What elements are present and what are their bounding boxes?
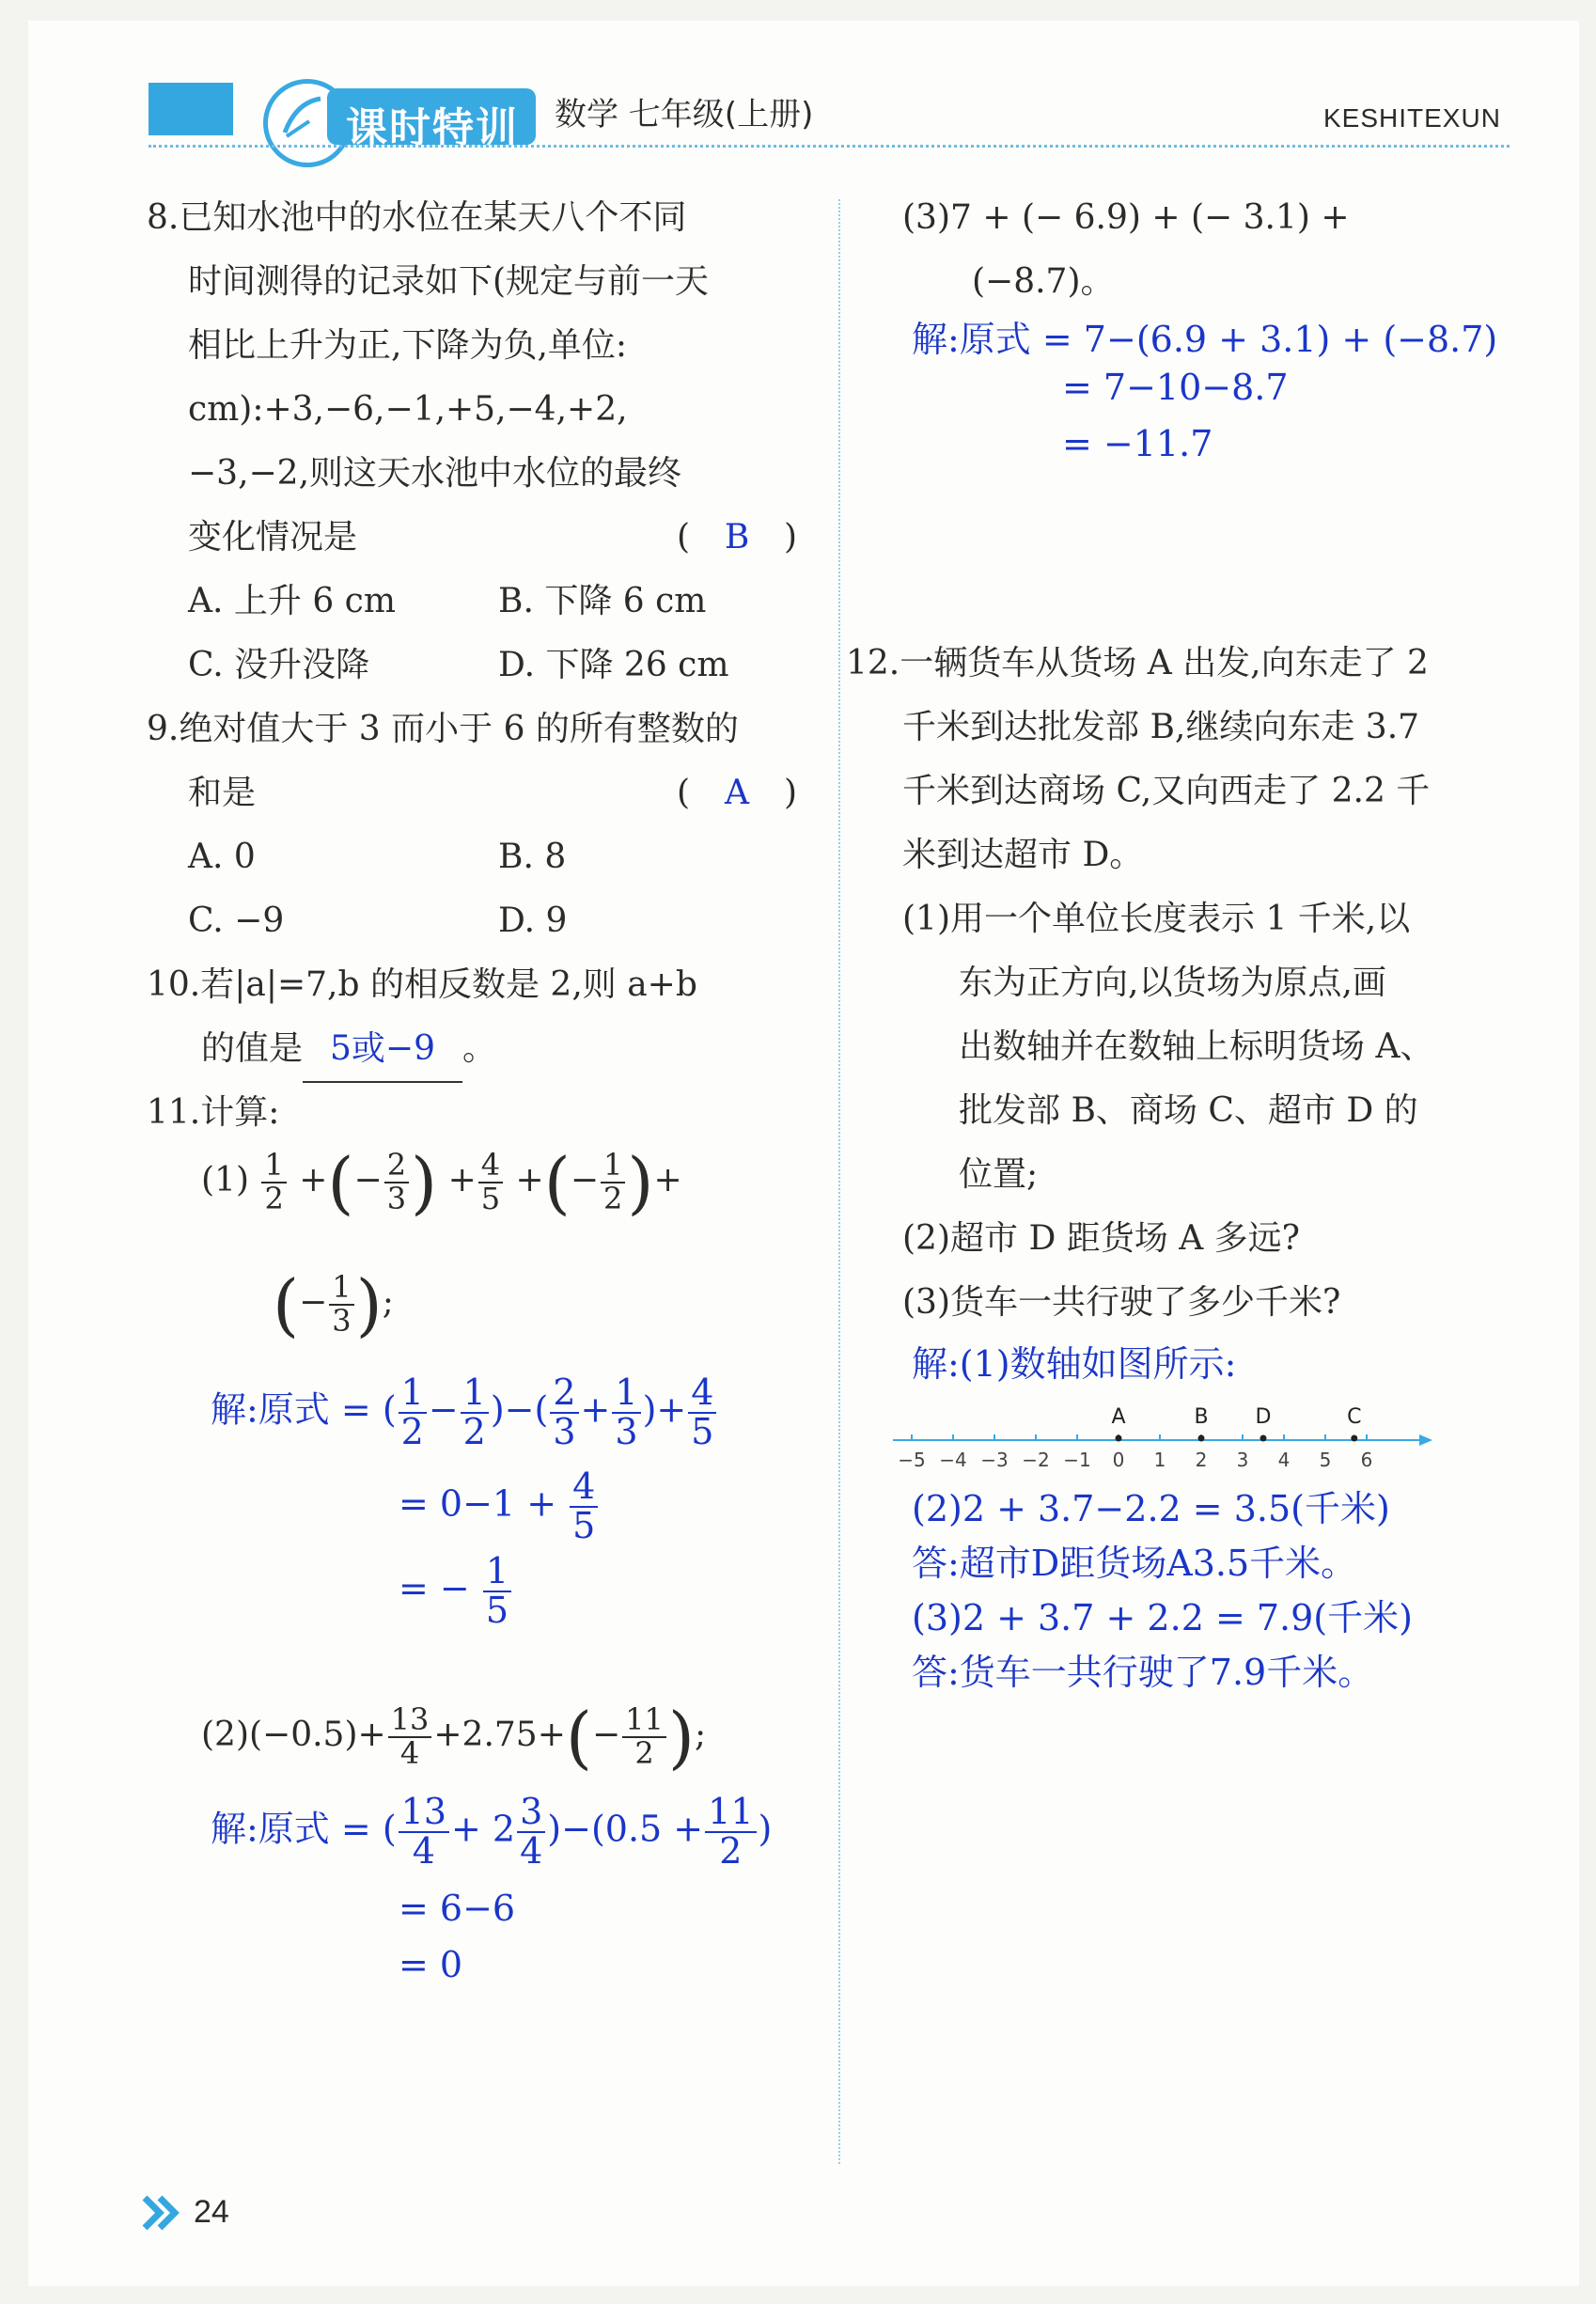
axis-tick-label: −2 [1022,1449,1050,1471]
subject-title: 数学 七年级(上册) [555,96,814,133]
page-number: 24 [194,2194,229,2230]
q12-solution-3: 答:超市D距货场A3.5千米。 [912,1543,1357,1584]
q12-sub2: (2)超市 D 距货场 A 多远? [902,1219,1300,1258]
axis-point-label: A [1111,1405,1126,1429]
q9-option-a: A. 0 [188,838,256,876]
q11-p3-solution-2: = 7−10−8.7 [1062,367,1289,408]
q10-prefix: 的值是 [201,1029,304,1068]
axis-tick-label: 5 [1319,1449,1332,1471]
axis-arrow-icon [1419,1434,1432,1446]
axis-tick-label: 4 [1277,1449,1291,1471]
series-title: 课时特训 [346,104,519,152]
q8-answer-paren: ( B ) [677,506,797,570]
q11-p1-solution-3: = − $\frac{1}{5}$ [399,1553,513,1630]
q10-suffix: 。 [462,1029,497,1068]
fraction: $\frac{1}{2}$ [399,1374,427,1451]
q11-p1-solution-2: = 0−1 + $\frac{4}{5}$ [399,1468,600,1545]
q12-line-4: 米到达超市 D。 [902,836,1144,874]
q9-answer-paren: ( A ) [677,761,797,825]
axis-point-B [1198,1435,1205,1442]
axis-point-D [1260,1435,1267,1442]
q11-p1-expression: (1) $\frac{1}{2}$ +(− $\frac{2}{3}$ ) + $\frac{4}{5}$ +(− $\frac{1}{2}$ )+ [201,1143,682,1222]
axis-point-A [1116,1435,1122,1442]
axis-tick-label: 6 [1360,1449,1373,1471]
q11-p1-expression-cont: (− $\frac{1}{3}$ ); [273,1265,394,1344]
q9-option-d: D. 9 [498,901,568,940]
fraction: $\frac{1}{2}$ [261,1150,286,1215]
fraction: $\frac{13}{4}$ [399,1794,449,1871]
fraction: $\frac{11}{2}$ [705,1794,756,1871]
axis-tick-label: −3 [980,1449,1009,1471]
q11-p3-solution-3: = −11.7 [1062,423,1213,464]
q8-line-3: 相比上升为正,下降为负,单位: [188,326,628,365]
q11-p2-solution-3: = 0 [399,1944,463,1985]
q12-sub3: (3)货车一共行驶了多少千米? [902,1283,1341,1322]
q11-p1-solution-1: 解:原式 = ( $\frac{1}{2}$ − $\frac{1}{2}$ )−( $\frac{2}{3}$ + $\frac{1}{3}$ )+ $\frac{4}{5}$ [211,1374,718,1451]
q11-p2-solution-2: = 6−6 [399,1888,516,1929]
q12-sub1-line-1: (1)用一个单位长度表示 1 千米,以 [902,900,1411,938]
q8-line-1: 8.已知水池中的水位在某天八个不同 [147,198,687,237]
q12-line-2: 千米到达批发部 B,继续向东走 3.7 [902,708,1420,746]
q12-solution-4: (3)2 + 3.7 + 2.2 = 7.9(千米) [912,1597,1413,1638]
q8-line-4: cm):+3,−6,−1,+5,−4,+2, [188,390,628,429]
q8-answer: B [724,518,750,556]
axis-tick-label: −5 [898,1449,926,1471]
axis-tick-label: 1 [1153,1449,1166,1471]
axis-tick-label: 3 [1236,1449,1249,1471]
fraction: $\frac{3}{4}$ [517,1794,545,1871]
q12-line-3: 千米到达商场 C,又向西走了 2.2 千 [902,772,1431,810]
q9-line-1: 9.绝对值大于 3 而小于 6 的所有整数的 [147,710,739,748]
q11-p2-solution-1: 解:原式 = ( $\frac{13}{4}$ + 2 $\frac{3}{4}$ )−(0.5 + $\frac{11}{2}$ ) [211,1791,773,1872]
fraction: $\frac{1}{2}$ [601,1150,625,1215]
q12-sub1-line-5: 位置; [959,1155,1039,1194]
pinyin-title: KESHITEXUN [1323,103,1501,133]
q8-option-d: D. 下降 26 cm [498,646,729,684]
q9-option-b: B. 8 [498,838,567,876]
q11-p1-label: (1) [201,1161,249,1199]
axis-point-label: B [1194,1405,1209,1429]
q8-option-c: C. 没升没降 [188,646,370,684]
q12-sub1-line-3: 出数轴并在数轴上标明货场 A、 [959,1027,1434,1066]
header-color-bar [149,83,233,135]
column-divider [838,199,840,2164]
q10-line-1: 10.若|a|=7,b 的相反数是 2,则 a+b [147,965,697,1004]
fraction: $\frac{11}{2}$ [622,1704,666,1769]
fraction: $\frac{1}{2}$ [461,1374,489,1451]
q12-line-1: 12.一辆货车从货场 A 出发,向东走了 2 [846,644,1429,682]
fraction: $\frac{4}{5}$ [478,1150,503,1215]
axis-tick-label: −1 [1063,1449,1091,1471]
fraction: $\frac{1}{3}$ [612,1374,640,1451]
double-chevron-icon [141,2194,182,2232]
q12-solution-1: 解:(1)数轴如图所示: [912,1343,1237,1385]
page [28,21,1579,2286]
header-divider [149,145,1510,148]
q10-answer: 5或−9 [303,1017,462,1083]
q12-solution-5: 答:货车一共行驶了7.9千米。 [912,1652,1374,1693]
q8-line-6: 变化情况是 [188,518,358,556]
q12-sub1-line-2: 东为正方向,以货场为原点,画 [959,964,1386,1002]
q11-title: 11.计算: [147,1093,280,1132]
fraction: $\frac{4}{5}$ [688,1374,716,1451]
q12-solution-2: (2)2 + 3.7−2.2 = 3.5(千米) [912,1488,1390,1529]
q11-p3-solution-1: 解:原式 = 7−(6.9 + 3.1) + (−8.7) [912,319,1498,360]
q8-line-2: 时间测得的记录如下(规定与前一天 [188,262,710,301]
axis-point-label: C [1347,1405,1362,1429]
q9-answer: A [725,774,750,812]
fraction: $\frac{2}{3}$ [384,1150,409,1215]
q8-option-a: A. 上升 6 cm [188,582,396,620]
fraction: $\frac{1}{5}$ [483,1553,511,1630]
fraction: $\frac{13}{4}$ [388,1704,432,1769]
axis-tick-label: 0 [1112,1449,1125,1471]
q9-option-c: C. −9 [188,901,285,940]
axis-tick-label: −4 [939,1449,967,1471]
q8-option-b: B. 下降 6 cm [498,582,707,620]
number-axis [893,1384,1447,1478]
axis-tick-label: 2 [1195,1449,1208,1471]
q11-p2-expression: (2)(−0.5)+ $\frac{13}{4}$ +2.75+(− $\frac{11}{2}$ ); [201,1698,707,1777]
fraction: $\frac{2}{3}$ [550,1374,578,1451]
q11-p3-line-1: (3)7 + (− 6.9) + (− 3.1) + [902,198,1350,237]
fraction: $\frac{4}{5}$ [570,1468,598,1545]
q10-line-2 [201,1017,496,1083]
fraction: $\frac{1}{3}$ [329,1272,353,1337]
q8-line-5: −3,−2,则这天水池中水位的最终 [188,454,682,493]
axis-point-C [1351,1435,1357,1442]
q11-p3-line-2: (−8.7)。 [972,262,1115,301]
q9-line-2: 和是 [188,774,257,812]
q12-sub1-line-4: 批发部 B、商场 C、超市 D 的 [959,1091,1418,1130]
axis-point-label: D [1255,1405,1272,1429]
